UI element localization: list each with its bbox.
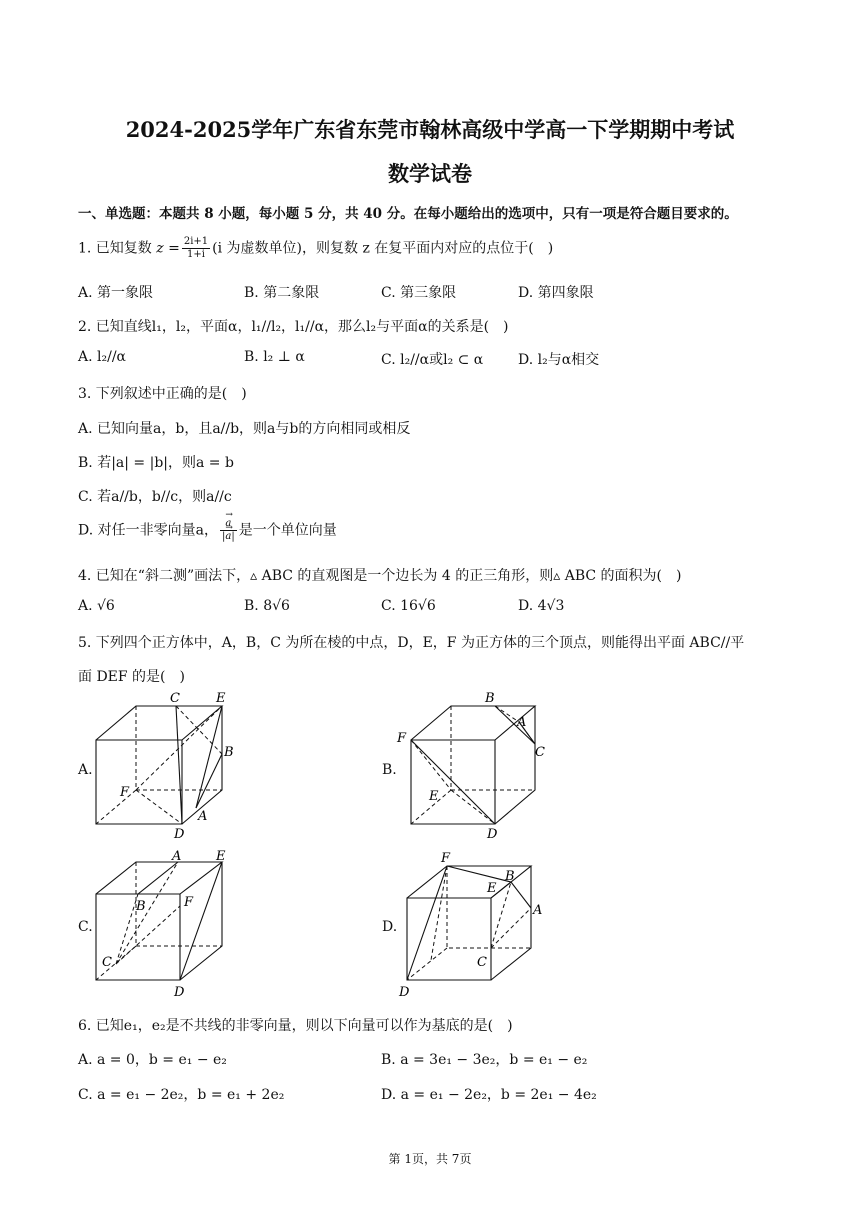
q6-option-a: A. a = 0，b = e₁ − e₂: [78, 1052, 227, 1068]
q3-option-d: D. 对任一非零向量a， → $\frac{a}{|\to a|}$ 是一个单位向量: [78, 518, 337, 543]
q4-option-d: D. 4√3: [518, 598, 565, 614]
page-footer: 第 1页，共 7页: [388, 1152, 472, 1166]
q3-option-a: A. 已知向量a，b，且a//b，则a与b的方向相同或相反: [78, 421, 411, 437]
svg-text:C: C: [170, 691, 180, 706]
cube-figure-c: [90, 848, 250, 1004]
svg-text:A: A: [172, 849, 182, 864]
svg-text:A: A: [198, 809, 208, 824]
q6-option-b: B. a = 3e₁ − 3e₂，b = e₁ − e₂: [381, 1052, 588, 1068]
svg-text:D: D: [399, 985, 410, 1000]
q1-option-d: D. 第四象限: [518, 285, 594, 301]
svg-text:F: F: [441, 851, 451, 866]
q5-option-c-label: C.: [78, 919, 93, 935]
cube-figure-d: [395, 848, 555, 1004]
q5-option-b-label: B.: [382, 762, 397, 778]
question-4: 4. 已知在“斜二测”画法下，▵ ABC 的直观图是一个边长为 4 的正三角形，则▵ ABC 的面积为( ): [78, 568, 682, 584]
fraction: $\frac{2i+1}{1+i}$: [183, 236, 209, 260]
question-1: 1. 已知复数 z = $\frac{2i+1}{1+i}$ (i 为虚数单位)，则复数 z 在复平面内对应的点位于( ): [78, 236, 554, 260]
svg-text:E: E: [487, 881, 497, 896]
svg-text:D: D: [487, 827, 498, 842]
svg-text:C: C: [477, 955, 487, 970]
q2-option-a: A. l₂//α: [78, 349, 126, 365]
q3-option-c: C. 若a//b，b//c，则a//c: [78, 489, 232, 505]
svg-text:F: F: [120, 785, 130, 800]
svg-text:B: B: [224, 745, 234, 760]
page-subtitle: 数学试卷: [388, 161, 472, 186]
q5-option-a-label: A.: [78, 762, 93, 778]
svg-text:C: C: [102, 955, 112, 970]
q1-option-c: C. 第三象限: [381, 285, 457, 301]
svg-text:C: C: [535, 745, 545, 760]
svg-text:E: E: [216, 691, 226, 706]
question-5-line-2: 面 DEF 的是( ): [78, 669, 185, 685]
page-title: 2024-2025学年广东省东莞市翰林高级中学高一下学期期中考试: [125, 117, 735, 142]
q2-option-c: C. l₂//α或l₂ ⊂ α: [381, 352, 484, 368]
q6-option-d: D. a = e₁ − 2e₂，b = 2e₁ − 4e₂: [381, 1087, 597, 1103]
section-header: 一、单选题：本题共 8 小题，每小题 5 分，共 40 分。在每小题给出的选项中，只有一项是符合题目要求的。: [78, 206, 738, 222]
cube-figure-a: [90, 688, 250, 844]
svg-text:B: B: [485, 691, 495, 706]
svg-text:A: A: [533, 903, 543, 918]
svg-text:B: B: [505, 869, 515, 884]
svg-text:F: F: [397, 731, 407, 746]
svg-text:D: D: [174, 985, 185, 1000]
svg-text:E: E: [216, 849, 226, 864]
question-3: 3. 下列叙述中正确的是( ): [78, 386, 247, 402]
q1-option-a: A. 第一象限: [78, 285, 154, 301]
svg-text:B: B: [136, 899, 146, 914]
q4-option-a: A. √6: [78, 598, 115, 614]
svg-text:E: E: [429, 789, 439, 804]
question-6: 6. 已知e₁，e₂是不共线的非零向量，则以下向量可以作为基底的是( ): [78, 1018, 513, 1034]
cube-figure-b: [395, 688, 555, 844]
q2-option-b: B. l₂ ⊥ α: [244, 349, 305, 365]
q4-option-c: C. 16√6: [381, 598, 436, 614]
q5-option-d-label: D.: [382, 919, 398, 935]
question-5-line-1: 5. 下列四个正方体中，A，B，C 为所在棱的中点，D，E，F 为正方体的三个顶点，则能得出平面 ABC//平: [78, 635, 745, 651]
q6-option-c: C. a = e₁ − 2e₂，b = e₁ + 2e₂: [78, 1087, 285, 1103]
svg-text:D: D: [174, 827, 185, 842]
svg-text:A: A: [517, 715, 527, 730]
q3-option-b: B. 若|a| = |b|，则a = b: [78, 455, 234, 471]
unit-vector-fraction: → $\frac{a}{|\to a|}$: [220, 518, 237, 543]
svg-text:F: F: [184, 895, 194, 910]
q4-option-b: B. 8√6: [244, 598, 290, 614]
q1-option-b: B. 第二象限: [244, 285, 320, 301]
q2-option-d: D. l₂与α相交: [518, 352, 600, 368]
question-2: 2. 已知直线l₁，l₂，平面α，l₁//l₂，l₁//α，那么l₂与平面α的关系是( ): [78, 319, 509, 335]
